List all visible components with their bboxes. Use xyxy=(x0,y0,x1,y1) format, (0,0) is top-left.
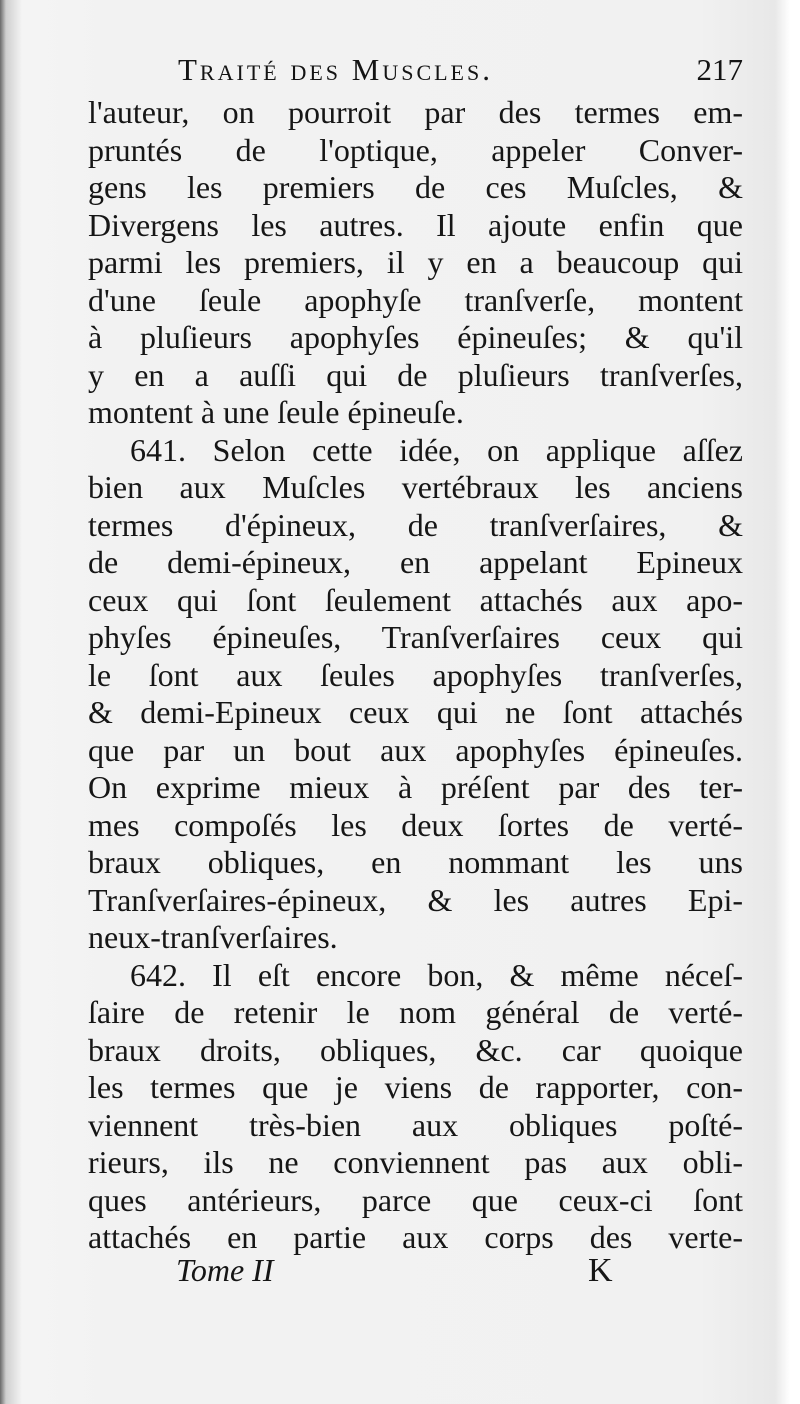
text-line: mes compoſés les deux ſortes de verté- xyxy=(88,806,743,843)
text-line: braux droits, obliques, &c. car quoique xyxy=(88,1031,743,1068)
body-text xyxy=(88,94,743,1257)
text-line: termes d'épineux, de tranſverſaires, & xyxy=(88,506,743,543)
text-line: ſaire de retenir le nom général de verté- xyxy=(88,994,743,1030)
running-title: Traité des Muscles. xyxy=(178,52,493,87)
text-line: On exprime mieux à préſent par des ter- xyxy=(88,769,743,805)
text-line: neux-tranſverſaires. xyxy=(88,919,338,955)
text-line: bien aux Muſcles vertébraux les anciens xyxy=(88,469,743,505)
text-line: Tranſverſaires-épineux, & les autres Epi- xyxy=(88,881,743,918)
text-line: le ſont aux ſeules apophyſes tranſverſes, xyxy=(88,656,743,693)
text-line: ques antérieurs, parce que ceux-ci ſont xyxy=(88,1181,743,1218)
text-line: braux obliques, en nommant les uns xyxy=(88,844,743,880)
text-line: ceux qui ſont ſeulement attachés aux apo- xyxy=(88,581,743,618)
text-line: 641. Selon cette idée, on applique aſſez xyxy=(130,431,743,468)
text-line: attachés en partie aux corps des verte- xyxy=(88,1219,743,1255)
text-line: gens les premiers de ces Muſcles, & xyxy=(88,169,743,205)
text-line: 642. Il eſt encore bon, & même néceſ- xyxy=(130,956,743,993)
page-number: 217 xyxy=(696,52,743,87)
text-line: pruntés de l'optique, appeler Conver- xyxy=(88,131,743,168)
running-header xyxy=(88,52,743,100)
page-footer xyxy=(88,1252,743,1302)
text-line: rieurs, ils ne conviennent pas aux obli- xyxy=(88,1144,743,1180)
text-line: d'une ſeule apophyſe tranſverſe, montent xyxy=(88,281,743,318)
text-line: phyſes épineuſes, Tranſverſaires ceux qui xyxy=(88,619,743,655)
text-line: Divergens les autres. Il ajoute enfin que xyxy=(88,206,743,243)
text-line: viennent très-bien aux obliques poſté- xyxy=(88,1106,743,1143)
text-line: de demi-épineux, en appelant Epineux xyxy=(88,544,743,580)
text-line: à pluſieurs apophyſes épineuſes; & qu'il xyxy=(88,319,743,355)
text-line: que par un bout aux apophyſes épineuſes. xyxy=(88,731,743,768)
text-line: l'auteur, on pourroit par des termes em- xyxy=(88,94,743,130)
signature-mark: K xyxy=(588,1252,613,1289)
text-line: y en a auſſi qui de pluſieurs tranſverſes, xyxy=(88,356,743,393)
text-line: montent à une ſeule épineuſe. xyxy=(88,394,464,430)
volume-label: Tome II xyxy=(176,1252,274,1288)
text-line: les termes que je viens de rapporter, con- xyxy=(88,1069,743,1105)
text-line: parmi les premiers, il y en a beaucoup qui xyxy=(88,244,743,280)
text-line: & demi-Epineux ceux qui ne ſont attachés xyxy=(88,694,743,730)
